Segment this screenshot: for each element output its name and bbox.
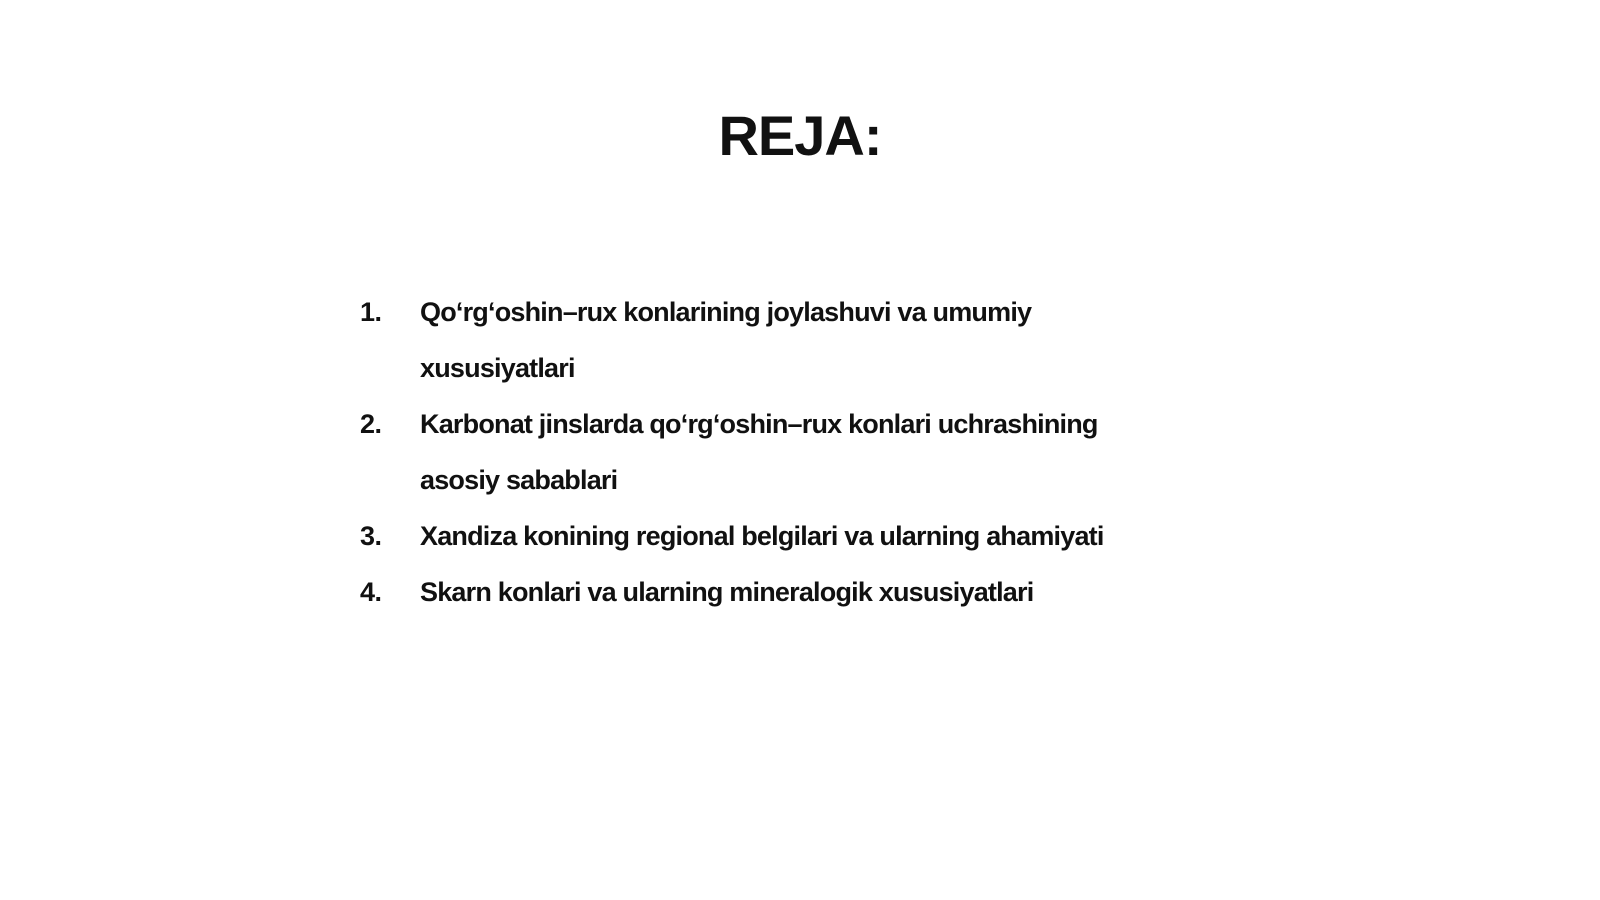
- list-item: [360, 508, 1120, 564]
- list-item-text: Qo‘rg‘oshin–rux konlarining joylashuvi va umumiy xususiyatlari: [420, 297, 1032, 383]
- list-item-number: 1.: [360, 297, 382, 327]
- list-item: [360, 284, 1120, 396]
- plan-list: [360, 284, 1120, 620]
- list-item-number: 3.: [360, 521, 382, 551]
- list-item-text: Karbonat jinslarda qo‘rg‘oshin–rux konlari uchrashining asosiy sabablari: [420, 409, 1098, 495]
- list-item-text: Skarn konlari va ularning mineralogik xususiyatlari: [420, 577, 1034, 607]
- list-item-text: Xandiza konining regional belgilari va ularning ahamiyati: [420, 521, 1104, 551]
- list-item: [360, 396, 1120, 508]
- list-item: [360, 564, 1120, 620]
- list-item-number: 2.: [360, 409, 382, 439]
- list-item-number: 4.: [360, 577, 382, 607]
- slide-title: REJA:: [718, 104, 882, 167]
